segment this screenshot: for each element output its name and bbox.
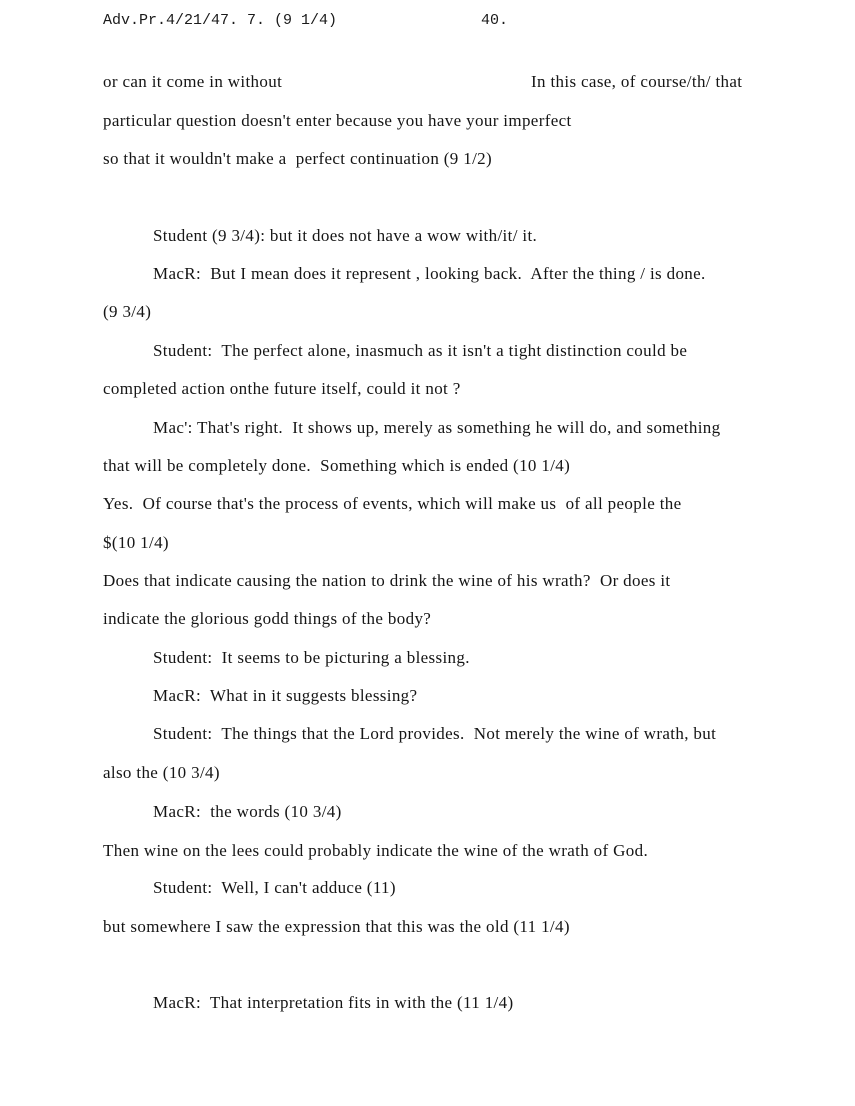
text-line: also the (10 3/4) [103,763,220,782]
text-line: Student: The perfect alone, inasmuch as it isn't a tight distinction could be [153,341,688,360]
text-line: that will be completely done. Something which is ended (10 1/4) [103,456,571,475]
page-header-reference: Adv.Pr.4/21/47. 7. (9 1/4) [103,12,338,29]
text-line: $(10 1/4) [103,533,169,552]
text-line: but somewhere I saw the expression that this was the old (11 1/4) [103,917,570,936]
text-line: Student (9 3/4): but it does not have a wow with/it/ it. [153,226,538,245]
text-line: Yes. Of course that's the process of events, which will make us of all people the [103,494,682,513]
text-line: indicate the glorious godd things of the body? [103,609,432,628]
text-line: particular question doesn't enter because you have your imperfect [103,111,572,130]
text-line: Student: It seems to be picturing a blessing. [153,648,470,667]
text-line: so that it wouldn't make a perfect continuation (9 1/2) [103,149,493,168]
text-line: In this case, of course/th/ that [531,72,743,91]
page-number: 40. [481,12,509,29]
text-line: Student: The things that the Lord provides. Not merely the wine of wrath, but [153,724,717,743]
text-line: Mac': That's right. It shows up, merely as something he will do, and something [153,418,721,437]
text-line: MacR: the words (10 3/4) [153,802,342,821]
text-line: Student: Well, I can't adduce (11) [153,878,396,897]
text-line: MacR: What in it suggests blessing? [153,686,418,705]
text-line: Then wine on the lees could probably indicate the wine of the wrath of God. [103,841,649,860]
text-line: Does that indicate causing the nation to drink the wine of his wrath? Or does it [103,571,671,590]
text-line: completed action onthe future itself, could it not ? [103,379,461,398]
text-line: or can it come in without [103,72,283,91]
text-line: MacR: That interpretation fits in with the (11 1/4) [153,993,514,1012]
text-line: MacR: But I mean does it represent , looking back. After the thing / is done. [153,264,706,283]
text-line: (9 3/4) [103,302,152,321]
